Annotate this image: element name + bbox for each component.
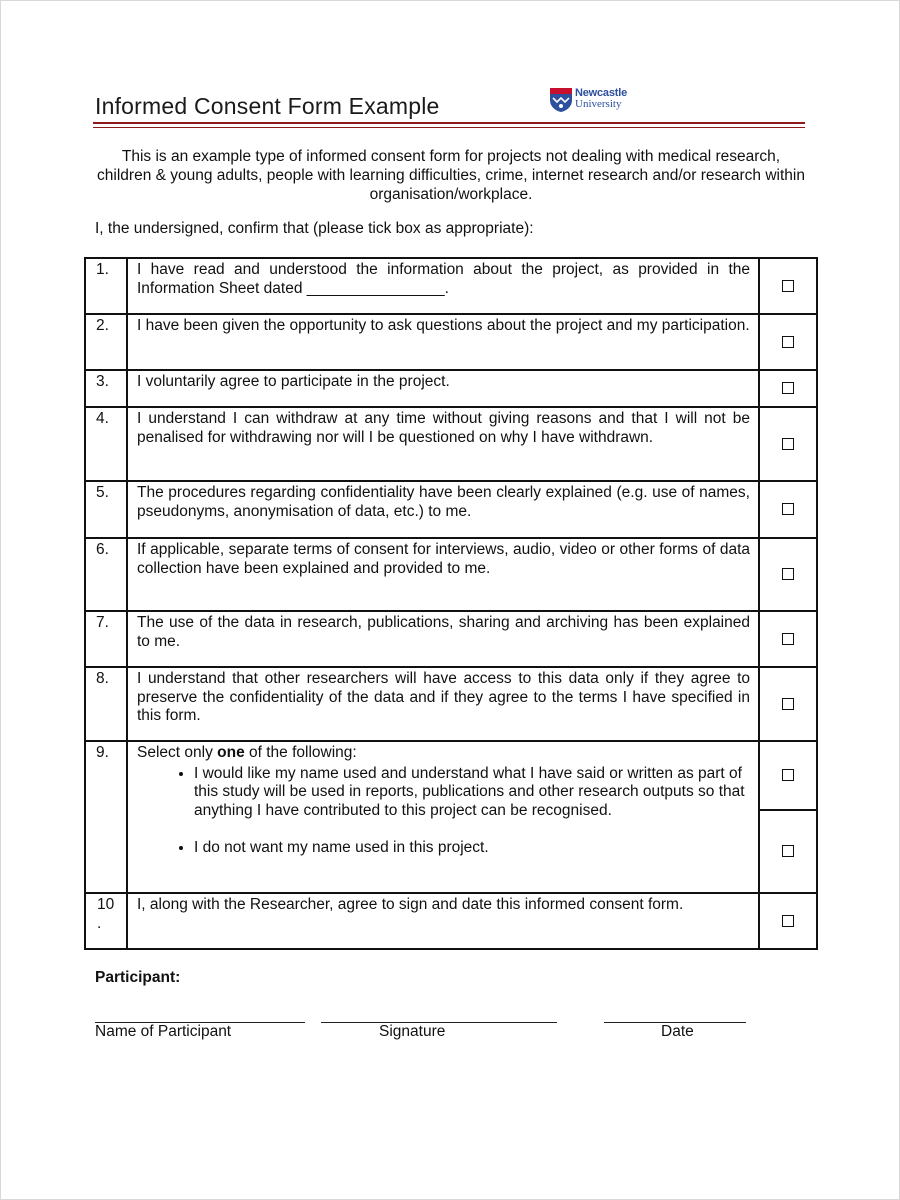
item-text: The use of the data in research, publications, sharing and archiving has been explained to me. — [127, 611, 759, 667]
logo-line-2: University — [575, 98, 622, 110]
option-list — [137, 765, 750, 858]
table-row — [85, 611, 817, 667]
item-number: 7. — [85, 611, 127, 667]
select-suffix: of the following: — [244, 744, 357, 761]
item-text: I voluntarily agree to participate in the project. — [127, 370, 759, 407]
checkbox[interactable] — [782, 633, 794, 645]
crest-icon — [549, 87, 573, 113]
logo-line-1: Newcastle — [575, 87, 628, 99]
item-number: 9. — [85, 741, 127, 893]
item-number: 10 . — [85, 893, 127, 949]
select-emphasis: one — [217, 744, 245, 761]
participant-heading: Participant: — [95, 969, 181, 986]
instruction-text: I, the undersigned, confirm that (please tick box as appropriate): — [95, 220, 534, 237]
checkbox-cell[interactable] — [759, 314, 817, 370]
table-row — [85, 538, 817, 611]
signature-label: Signature — [379, 1023, 446, 1040]
list-item: • I would like my name used and understand what I have said or written as part of this study will be used in reports, publications and other research outputs so that anything I have contributed to this project can be recognised. — [194, 765, 750, 821]
item-text: The procedures regarding confidentiality have been clearly explained (e.g. use of names, pseudonyms, anonymisation of data, etc.) to me. — [127, 481, 759, 538]
table-row — [85, 258, 817, 314]
table-row — [85, 314, 817, 370]
checkbox[interactable] — [782, 769, 794, 781]
checkbox-cell[interactable] — [759, 407, 817, 481]
checkbox[interactable] — [782, 568, 794, 580]
intro-paragraph: This is an example type of informed consent form for projects not dealing with medical research, children & young adults, people with learning difficulties, crime, internet research and/or research within organisation/workplace. — [97, 148, 805, 203]
item-number: 4. — [85, 407, 127, 481]
name-label: Name of Participant — [95, 1023, 232, 1040]
page-title: Informed Consent Form Example — [95, 93, 440, 119]
checkbox-cell[interactable] — [759, 741, 817, 810]
table-row — [85, 741, 817, 810]
checkbox[interactable] — [782, 503, 794, 515]
date-label: Date — [661, 1023, 694, 1040]
checkbox[interactable] — [782, 382, 794, 394]
item-text: I understand that other researchers will have access to this data only if they agree to preserve the confidentiality of the data and if they agree to the terms I have specified in this form. — [127, 667, 759, 741]
item-text: I have been given the opportunity to ask questions about the project and my participation. — [127, 314, 759, 370]
table-row — [85, 370, 817, 407]
checkbox-cell[interactable] — [759, 667, 817, 741]
list-item: • I do not want my name used in this project. — [194, 839, 750, 858]
checkbox-cell[interactable] — [759, 538, 817, 611]
checkbox[interactable] — [782, 280, 794, 292]
item-number: 2. — [85, 314, 127, 370]
header-rule-thin — [93, 127, 805, 128]
item-number: 5. — [85, 481, 127, 538]
university-logo — [549, 87, 641, 113]
table-row — [85, 407, 817, 481]
checkbox[interactable] — [782, 845, 794, 857]
item-number: 8. — [85, 667, 127, 741]
item-text: If applicable, separate terms of consent for interviews, audio, video or other forms of data collection have been explained and provided to me. — [127, 538, 759, 611]
table-row — [85, 481, 817, 538]
item-number: 1. — [85, 258, 127, 314]
item-text: I understand I can withdraw at any time without giving reasons and that I will not be penalised for withdrawing nor will I be questioned on why I have withdrawn. — [127, 407, 759, 481]
checkbox-cell[interactable] — [759, 370, 817, 407]
checkbox[interactable] — [782, 336, 794, 348]
checkbox[interactable] — [782, 915, 794, 927]
checkbox-cell[interactable] — [759, 258, 817, 314]
table-row — [85, 893, 817, 949]
checkbox-cell[interactable] — [759, 810, 817, 893]
item-text: I have read and understood the information about the project, as provided in the Information Sheet dated ________________. — [127, 258, 759, 314]
consent-table — [84, 257, 818, 950]
select-prefix: Select only — [137, 744, 218, 761]
checkbox-cell[interactable] — [759, 481, 817, 538]
item-text — [127, 741, 759, 893]
checkbox[interactable] — [782, 698, 794, 710]
item-number: 3. — [85, 370, 127, 407]
table-row — [85, 667, 817, 741]
checkbox-cell[interactable] — [759, 611, 817, 667]
header-rule-thick — [93, 122, 805, 124]
item-number: 6. — [85, 538, 127, 611]
checkbox[interactable] — [782, 438, 794, 450]
checkbox-cell[interactable] — [759, 893, 817, 949]
item-text: I, along with the Researcher, agree to sign and date this informed consent form. — [127, 893, 759, 949]
